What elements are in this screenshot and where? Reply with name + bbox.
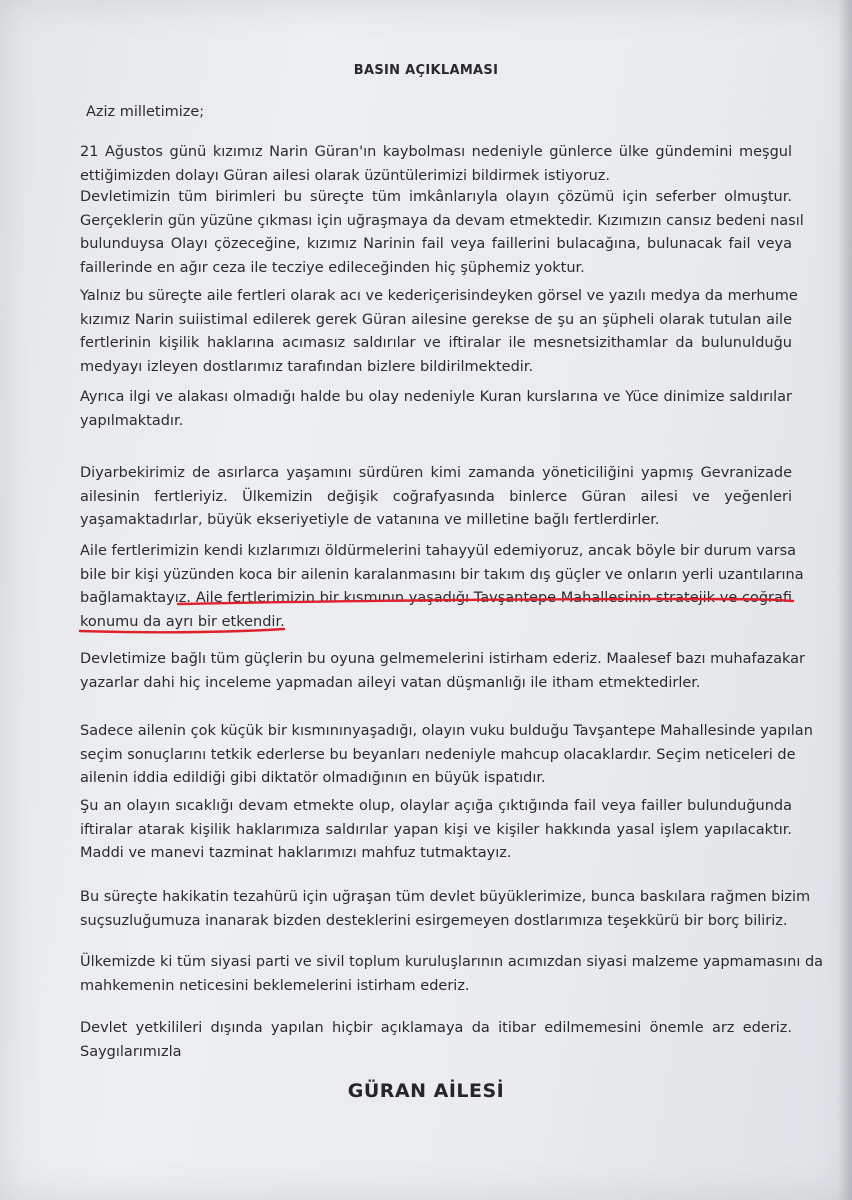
salutation: Aziz milletimize;	[86, 104, 205, 120]
paragraph-4	[80, 386, 792, 433]
paragraph-line: Devletimizin tüm birimleri bu süreçte tüm imkânlarıyla olayın çözümü için seferber olmuştur.	[80, 189, 792, 205]
paragraph-6	[80, 540, 804, 634]
paragraph-3	[80, 285, 798, 379]
paragraph-line: yazarlar dahi hiç inceleme yapmadan aileyi vatan düşmanlığı ile itham etmektedirler.	[80, 674, 701, 691]
paragraph-line: ettiğimizden dolayı Güran ailesi olarak üzüntülerimizi bildirmek istiyoruz.	[80, 167, 610, 184]
paragraph-line: Devletimize bağlı tüm güçlerin bu oyuna gelmemelerini istirham ederiz. Maalesef bazı muhafazakar	[80, 651, 805, 667]
paragraph-line: bulunduysa Olayı çözeceğine, kızımız Narinin fail veya faillerini bulacağına, bulunacak fail veya	[80, 236, 792, 252]
highlighted-line: bağlamaktayız. Aile fertlerimizin bir kısmının yaşadığı Tavşantepe Mahallesinin stratejik ve coğrafi	[80, 590, 792, 606]
closing-block	[80, 1017, 792, 1064]
paragraph-line: seçim sonuçlarını tetkik ederlerse bu beyanları nedeniyle mahcup olacaklardır. Seçim neticeleri de	[80, 746, 796, 763]
paragraph-9	[80, 795, 792, 866]
paragraph-line: Ülkemizde ki tüm siyasi parti ve sivil toplum kuruluşlarının acımızdan siyasi malzeme yapmamasını da	[80, 954, 824, 970]
paragraph-1	[80, 141, 792, 188]
paragraph-5	[80, 462, 792, 533]
paragraph-line: ailenin iddia edildiği gibi diktatör olmadığının en büyük ispatıdır.	[80, 770, 546, 786]
page-edge-shadow	[838, 0, 852, 1200]
paragraph-line: Yalnız bu süreçte aile fertleri olarak acı ve kederiçerisindeyken görsel ve yazılı medya da merhume	[80, 288, 798, 304]
paragraph-line: faillerinde en ağır ceza ile tecziye edileceğinden hiç şüphemiz yoktur.	[80, 259, 585, 276]
closing-line: Devlet yetkilileri dışında yapılan hiçbir açıklamaya da itibar edilmemesini önemle arz ederiz.	[80, 1020, 792, 1036]
signature: GÜRAN AİLESİ	[347, 1080, 505, 1102]
paragraph-line: ailesinin fertleriyiz. Ülkemizin değişik coğrafyasında binlerce Güran ailesi ve yeğenleri	[80, 488, 792, 505]
paragraph-line: mahkemenin neticesini beklemelerini istirham ederiz.	[80, 977, 470, 994]
paragraph-line: Ayrıca ilgi ve alakası olmadığı halde bu olay nedeniyle Kuran kurslarına ve Yüce dinimize saldırılar	[80, 389, 792, 405]
highlighted-line: konumu da ayrı bir etkendir.	[80, 613, 285, 630]
paragraph-line: Şu an olayın sıcaklığı devam etmekte olup, olaylar açığa çıktığında fail veya failler bulunduğunda	[80, 798, 792, 814]
paragraph-line: Maddi ve manevi tazminat haklarımızı mahfuz tutmaktayız.	[80, 845, 512, 861]
paragraph-line: 21 Ağustos günü kızımız Narin Güran'ın kaybolması nedeniyle günlerce ülke gündemini meşgul	[80, 144, 792, 160]
paragraph-line: bile bir kişi yüzünden koca bir ailenin karalanmasını bir takım dış güçler ve onların yerli uzantılarına	[80, 566, 804, 583]
paragraph-line: Diyarbekirimiz de asırlarca yaşamını sürdüren kimi zamanda yöneticiliğini yapmış Gevranizade	[80, 465, 792, 481]
paragraph-line: iftiralar atarak kişilik haklarımıza saldırılar yapan kişi ve kişiler hakkında yasal işlem yapılacaktır.	[80, 821, 792, 838]
closing-line: Saygılarımızla	[80, 1043, 182, 1060]
paragraph-10	[80, 886, 811, 933]
document-title: BASIN AÇIKLAMASI	[353, 63, 499, 78]
paragraph-2	[80, 186, 804, 280]
paragraph-line: medyayı izleyen dostlarımız tarafından bizlere bildirilmektedir.	[80, 358, 534, 375]
paragraph-7	[80, 648, 805, 695]
paragraph-line: yapılmaktadır.	[80, 412, 184, 429]
paragraph-line: yaşamaktadırlar, büyük ekseriyetiyle de vatanına ve milletine bağlı fertlerdirler.	[80, 512, 660, 528]
paragraph-line: fertlerinin kişilik haklarına acımasız saldırılar ve iftiralar ile mesnetsizithamlar da bulunulduğu	[80, 335, 792, 351]
paragraph-line: suçsuzluğumuza inanarak bizden desteklerini esirgemeyen dostlarımıza teşekkürü bir borç biliriz.	[80, 912, 788, 929]
paragraph-11	[80, 951, 824, 998]
paragraph-line: Sadece ailenin çok küçük bir kısmınınyaşadığı, olayın vuku bulduğu Tavşantepe Mahallesinde yapılan	[80, 723, 813, 739]
paragraph-line: Gerçeklerin gün yüzüne çıkması için uğraşmaya da devam etmektedir. Kızımızın cansız bedeni nasıl	[80, 212, 804, 229]
paragraph-line: kızımız Narin suiistimal edilerek gerek Güran ailesine gerekse de şu an şüpheli olarak tutulan aile	[80, 311, 792, 328]
paragraph-line: Bu süreçte hakikatin tezahürü için uğraşan tüm devlet büyüklerimize, bunca baskılara rağmen bizim	[80, 889, 811, 905]
paragraph-8	[80, 720, 813, 791]
paragraph-line: Aile fertlerimizin kendi kızlarımızı öldürmelerini tahayyül edemiyoruz, ancak böyle bir durum varsa	[80, 543, 797, 559]
